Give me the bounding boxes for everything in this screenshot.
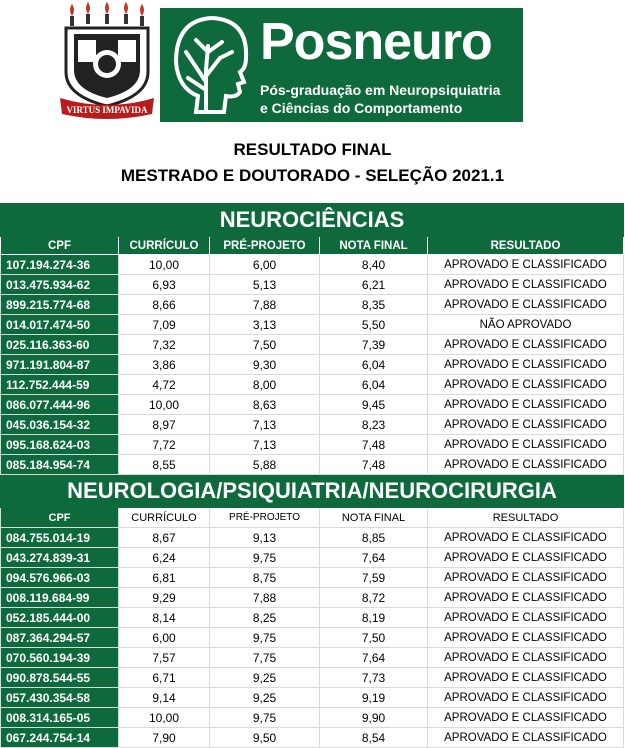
table-row [1, 375, 624, 395]
curriculo-cell: 6,93 [119, 275, 210, 295]
column-header-row [1, 237, 624, 255]
resultado-cell: APROVADO E CLASSIFICADO [428, 395, 624, 415]
cpf-cell: 052.185.444-00 [1, 608, 119, 628]
col-cpf: CPF [1, 508, 119, 528]
table-row [1, 548, 624, 568]
resultado-cell: APROVADO E CLASSIFICADO [428, 588, 624, 608]
curriculo-cell: 3,86 [119, 355, 210, 375]
table-row [1, 628, 624, 648]
section-title: NEUROLOGIA/PSIQUIATRIA/NEUROCIRURGIA [1, 475, 624, 508]
nota-final-cell: 8,72 [320, 588, 428, 608]
curriculo-cell: 7,90 [119, 728, 210, 748]
pre-projeto-cell: 5,13 [210, 275, 320, 295]
page-header [0, 0, 625, 130]
cpf-cell: 899.215.774-68 [1, 295, 119, 315]
pre-projeto-cell: 9,13 [210, 528, 320, 548]
cpf-cell: 043.274.839-31 [1, 548, 119, 568]
cpf-cell: 971.191.804-87 [1, 355, 119, 375]
resultado-cell: APROVADO E CLASSIFICADO [428, 608, 624, 628]
table-row [1, 688, 624, 708]
curriculo-cell: 8,55 [119, 455, 210, 475]
table-row [1, 528, 624, 548]
document-title [0, 138, 625, 188]
cpf-cell: 013.475.934-62 [1, 275, 119, 295]
nota-final-cell: 7,64 [320, 648, 428, 668]
cpf-cell: 087.364.294-57 [1, 628, 119, 648]
nota-final-cell: 8,85 [320, 528, 428, 548]
resultado-cell: APROVADO E CLASSIFICADO [428, 688, 624, 708]
table-row [1, 588, 624, 608]
curriculo-cell: 8,97 [119, 415, 210, 435]
pre-projeto-cell: 9,75 [210, 708, 320, 728]
pre-projeto-cell: 8,00 [210, 375, 320, 395]
nota-final-cell: 6,21 [320, 275, 428, 295]
table-row [1, 708, 624, 728]
cpf-cell: 025.116.363-60 [1, 335, 119, 355]
resultado-cell: APROVADO E CLASSIFICADO [428, 275, 624, 295]
curriculo-cell: 7,09 [119, 315, 210, 335]
col-pre-projeto: PRÉ-PROJETO [210, 237, 320, 255]
resultado-cell: APROVADO E CLASSIFICADO [428, 708, 624, 728]
table-row [1, 335, 624, 355]
col-nota-final: NOTA FINAL [320, 508, 428, 528]
pre-projeto-cell: 7,13 [210, 435, 320, 455]
tree-head-icon [166, 12, 252, 118]
resultado-cell: APROVADO E CLASSIFICADO [428, 375, 624, 395]
table-row [1, 415, 624, 435]
resultado-cell: APROVADO E CLASSIFICADO [428, 528, 624, 548]
resultado-cell: APROVADO E CLASSIFICADO [428, 648, 624, 668]
pre-projeto-cell: 8,75 [210, 568, 320, 588]
cpf-cell: 045.036.154-32 [1, 415, 119, 435]
results-tables [0, 203, 623, 748]
curriculo-cell: 10,00 [119, 255, 210, 275]
table-row [1, 275, 624, 295]
table-row [1, 355, 624, 375]
pre-projeto-cell: 8,25 [210, 608, 320, 628]
table-row [1, 435, 624, 455]
curriculo-cell: 7,57 [119, 648, 210, 668]
col-curriculo: CURRÍCULO [119, 237, 210, 255]
curriculo-cell: 9,14 [119, 688, 210, 708]
curriculo-cell: 10,00 [119, 395, 210, 415]
cpf-cell: 095.168.624-03 [1, 435, 119, 455]
results-table [0, 203, 624, 748]
crest-motto: VIRTUS IMPAVIDA [66, 105, 148, 115]
cpf-cell: 057.430.354-58 [1, 688, 119, 708]
table-row [1, 315, 624, 335]
cpf-cell: 090.878.544-55 [1, 668, 119, 688]
resultado-cell: APROVADO E CLASSIFICADO [428, 255, 624, 275]
pre-projeto-cell: 7,50 [210, 335, 320, 355]
table-row [1, 295, 624, 315]
pre-projeto-cell: 7,13 [210, 415, 320, 435]
title-line-1: RESULTADO FINAL [233, 140, 392, 159]
col-nota-final: NOTA FINAL [320, 237, 428, 255]
nota-final-cell: 6,04 [320, 375, 428, 395]
pre-projeto-cell: 9,75 [210, 548, 320, 568]
pre-projeto-cell: 7,88 [210, 588, 320, 608]
nota-final-cell: 8,54 [320, 728, 428, 748]
resultado-cell: APROVADO E CLASSIFICADO [428, 435, 624, 455]
section-header-neurologia [1, 475, 624, 508]
nota-final-cell: 8,23 [320, 415, 428, 435]
nota-final-cell: 6,04 [320, 355, 428, 375]
cpf-cell: 094.576.966-03 [1, 568, 119, 588]
nota-final-cell: 8,19 [320, 608, 428, 628]
cpf-cell: 112.752.444-59 [1, 375, 119, 395]
cpf-cell: 067.244.754-14 [1, 728, 119, 748]
resultado-cell: NÃO APROVADO [428, 315, 624, 335]
col-resultado: RESULTADO [428, 508, 624, 528]
table-row [1, 648, 624, 668]
section-title: NEUROCIÊNCIAS [1, 204, 624, 237]
curriculo-cell: 6,71 [119, 668, 210, 688]
curriculo-cell: 9,29 [119, 588, 210, 608]
col-resultado: RESULTADO [428, 237, 624, 255]
curriculo-cell: 8,66 [119, 295, 210, 315]
pre-projeto-cell: 9,25 [210, 668, 320, 688]
column-header-row [1, 508, 624, 528]
pre-projeto-cell: 6,00 [210, 255, 320, 275]
pre-projeto-cell: 9,50 [210, 728, 320, 748]
title-line-2: MESTRADO E DOUTORADO - SELEÇÃO 2021.1 [120, 166, 505, 185]
nota-final-cell: 9,19 [320, 688, 428, 708]
nota-final-cell: 7,48 [320, 455, 428, 475]
curriculo-cell: 7,72 [119, 435, 210, 455]
table-row [1, 455, 624, 475]
table-row [1, 608, 624, 628]
resultado-cell: APROVADO E CLASSIFICADO [428, 335, 624, 355]
table-row [1, 255, 624, 275]
curriculo-cell: 6,81 [119, 568, 210, 588]
curriculo-cell: 4,72 [119, 375, 210, 395]
cpf-cell: 008.314.165-05 [1, 708, 119, 728]
posneuro-logo-text: Posneuro [260, 13, 492, 71]
nota-final-cell: 5,50 [320, 315, 428, 335]
cpf-cell: 086.077.444-96 [1, 395, 119, 415]
curriculo-cell: 10,00 [119, 708, 210, 728]
nota-final-cell: 7,73 [320, 668, 428, 688]
nota-final-cell: 7,59 [320, 568, 428, 588]
cpf-cell: 085.184.954-74 [1, 455, 119, 475]
nota-final-cell: 9,45 [320, 395, 428, 415]
cpf-cell: 107.194.274-36 [1, 255, 119, 275]
resultado-cell: APROVADO E CLASSIFICADO [428, 455, 624, 475]
university-crest-logo [58, 2, 156, 120]
nota-final-cell: 8,40 [320, 255, 428, 275]
curriculo-cell: 8,14 [119, 608, 210, 628]
resultado-cell: APROVADO E CLASSIFICADO [428, 668, 624, 688]
resultado-cell: APROVADO E CLASSIFICADO [428, 568, 624, 588]
nota-final-cell: 8,35 [320, 295, 428, 315]
col-curriculo: CURRÍCULO [119, 508, 210, 528]
table-row [1, 395, 624, 415]
nota-final-cell: 7,64 [320, 548, 428, 568]
col-cpf: CPF [1, 237, 119, 255]
resultado-cell: APROVADO E CLASSIFICADO [428, 628, 624, 648]
nota-final-cell: 7,39 [320, 335, 428, 355]
pre-projeto-cell: 7,75 [210, 648, 320, 668]
pre-projeto-cell: 5,88 [210, 455, 320, 475]
pre-projeto-cell: 9,75 [210, 628, 320, 648]
nota-final-cell: 7,50 [320, 628, 428, 648]
curriculo-cell: 7,32 [119, 335, 210, 355]
pre-projeto-cell: 9,25 [210, 688, 320, 708]
resultado-cell: APROVADO E CLASSIFICADO [428, 728, 624, 748]
tagline-line-2: e Ciências do Comportamento [260, 100, 463, 116]
cpf-cell: 070.560.194-39 [1, 648, 119, 668]
resultado-cell: APROVADO E CLASSIFICADO [428, 415, 624, 435]
resultado-cell: APROVADO E CLASSIFICADO [428, 548, 624, 568]
cpf-cell: 008.119.684-99 [1, 588, 119, 608]
table-row [1, 568, 624, 588]
pre-projeto-cell: 9,30 [210, 355, 320, 375]
section-header-neurociencias [1, 204, 624, 237]
resultado-cell: APROVADO E CLASSIFICADO [428, 355, 624, 375]
tagline-line-1: Pós-graduação em Neuropsiquiatria [260, 82, 501, 98]
curriculo-cell: 6,24 [119, 548, 210, 568]
col-pre-projeto: PRÉ-PROJETO [210, 508, 320, 528]
nota-final-cell: 7,48 [320, 435, 428, 455]
resultado-cell: APROVADO E CLASSIFICADO [428, 295, 624, 315]
table-row [1, 668, 624, 688]
nota-final-cell: 9,90 [320, 708, 428, 728]
curriculo-cell: 6,00 [119, 628, 210, 648]
pre-projeto-cell: 8,63 [210, 395, 320, 415]
cpf-cell: 014.017.474-50 [1, 315, 119, 335]
pre-projeto-cell: 7,88 [210, 295, 320, 315]
curriculo-cell: 8,67 [119, 528, 210, 548]
cpf-cell: 084.755.014-19 [1, 528, 119, 548]
pre-projeto-cell: 3,13 [210, 315, 320, 335]
posneuro-banner [160, 8, 523, 122]
